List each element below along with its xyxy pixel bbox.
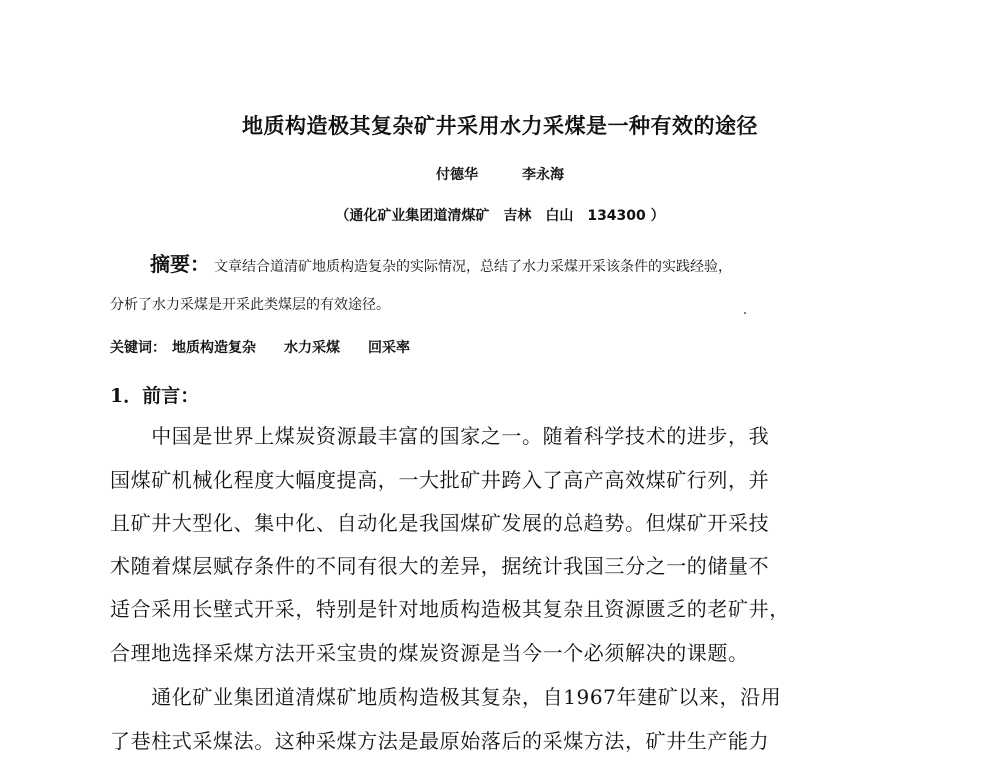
body-text-line: 合理地选择采煤方法开采宝贵的煤炭资源是当今一个必须解决的课题。 — [110, 641, 749, 665]
abstract-text-line-1: 文章结合道清矿地质构造复杂的实际情况，总结了水力采煤开采该条件的实践经验， — [214, 259, 732, 275]
abstract — [150, 248, 870, 277]
keyword-item: 水力采煤 — [284, 340, 340, 356]
body-text-line: 适合采用长壁式开采，特别是针对地质构造极其复杂且资源匮乏的老矿井， — [110, 597, 790, 621]
body-text-line: 术随着煤层赋存条件的不同有很大的差异，据统计我国三分之一的储量不 — [110, 554, 770, 578]
keyword-item: 地质构造复杂 — [172, 340, 256, 356]
speck-mark — [744, 312, 746, 314]
body-text-line: 通化矿业集团道清煤矿地质构造极其复杂，自1967年建矿以来，沿用 — [110, 685, 782, 709]
paper-title: 地质构造极其复杂矿井采用水力采煤是一种有效的途径 — [242, 114, 758, 138]
keywords — [110, 337, 410, 357]
abstract-text-line-2: 分析了水力采煤是开采此类煤层的有效途径。 — [110, 297, 390, 313]
body-text-line: 了巷柱式采煤法。这种采煤方法是最原始落后的采煤方法，矿井生产能力 — [110, 729, 770, 753]
author-name: 李永海 — [522, 167, 564, 183]
keyword-item: 回采率 — [368, 340, 410, 356]
body-text-line: 且矿井大型化、集中化、自动化是我国煤矿发展的总趋势。但煤矿开采技 — [110, 511, 770, 535]
author-list — [0, 164, 1000, 184]
body-text-line: 国煤矿机械化程度大幅度提高，一大批矿井跨入了高产高效煤矿行列，并 — [110, 468, 770, 492]
abstract-label: 摘要： — [150, 252, 210, 276]
section-heading: 1．前言： — [110, 385, 200, 407]
body-text-line: 中国是世界上煤炭资源最丰富的国家之一。随着科学技术的进步，我 — [110, 424, 770, 448]
author-name: 付德华 — [436, 167, 478, 183]
keywords-label: 关键词： — [110, 340, 166, 356]
affiliation: （通化矿业集团道清煤矿 吉林 白山 134300 ） — [335, 208, 665, 224]
